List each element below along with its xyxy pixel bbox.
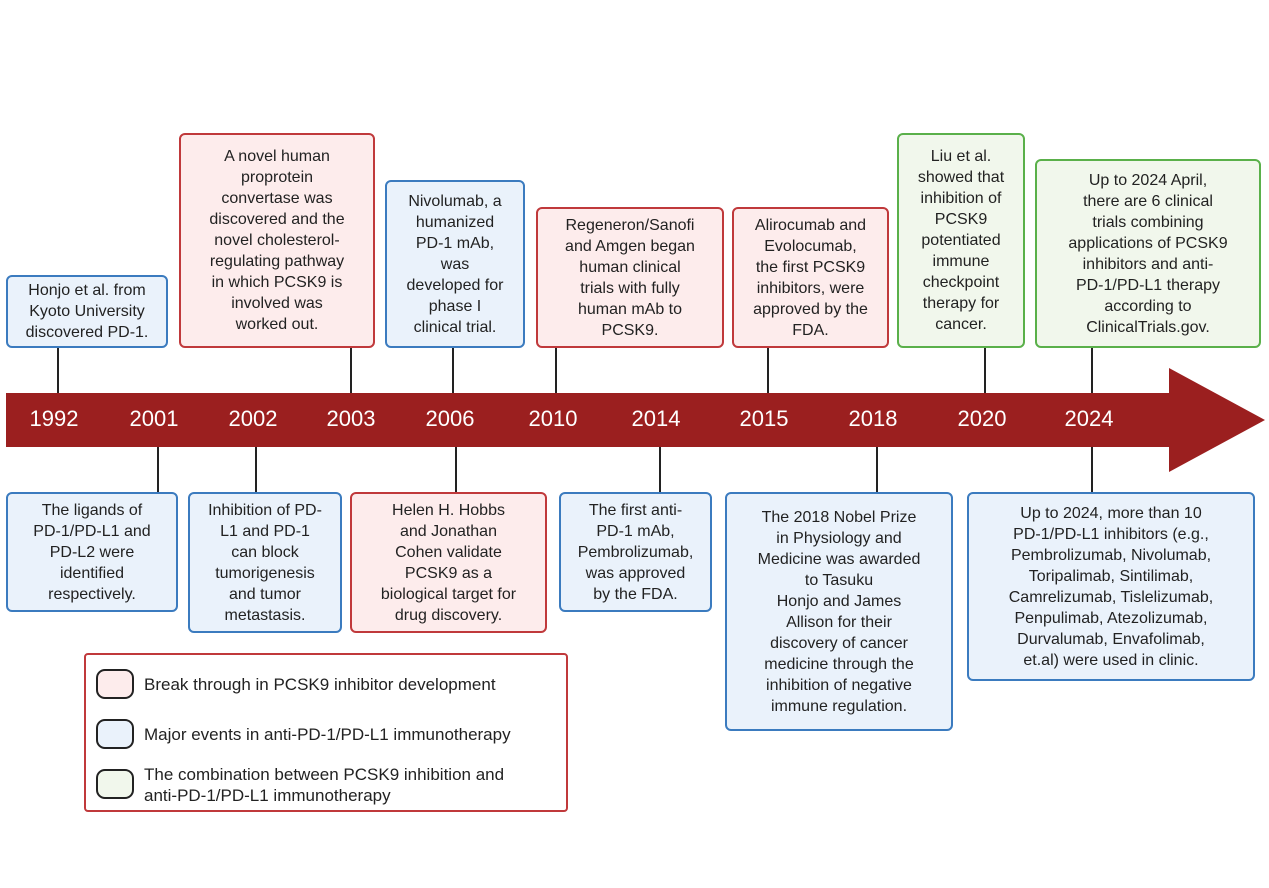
legend <box>84 653 568 812</box>
year-label-2001: 2001 <box>129 406 179 431</box>
connector-2006-top <box>452 348 454 393</box>
event-2014-pembrolizumab: The first anti- PD-1 mAb, Pembrolizumab, was approved by the FDA. <box>559 492 712 612</box>
event-2010-clinical-trials: Regeneron/Sanofi and Amgen began human clinical trials with fully human mAb to PCSK9. <box>536 207 724 348</box>
connector-2014-bottom <box>659 447 661 492</box>
year-label-2014: 2014 <box>631 406 681 431</box>
connector-2024-top <box>1091 348 1093 393</box>
year-label-2024: 2024 <box>1064 406 1114 431</box>
event-2002-inhibition: Inhibition of PD- L1 and PD-1 can block tumorigenesis and tumor metastasis. <box>188 492 342 633</box>
connector-2003-top <box>350 348 352 393</box>
event-2015-fda-approval: Alirocumab and Evolocumab, the first PCSK9 inhibitors, were approved by the FDA. <box>732 207 889 348</box>
connector-2020-top <box>984 348 986 393</box>
event-2001-ligands: The ligands of PD-1/PD-L1 and PD-L2 were identified respectively. <box>6 492 178 612</box>
legend-label-combination: The combination between PCSK9 inhibition and anti-PD-1/PD-L1 immunotherapy <box>144 765 505 805</box>
legend-swatch-anti-pd1 <box>96 719 134 749</box>
year-label-1992: 1992 <box>29 406 79 431</box>
connector-2018-bottom <box>876 447 878 492</box>
event-2024-pd1-inhibitors: Up to 2024, more than 10 PD-1/PD-L1 inhibitors (e.g., Pembrolizumab, Nivolumab, Toripalimab, Sintilimab, Camrelizumab, Tislelizumab, Penpulimab, Atezolizumab, Durvalumab, Envafolimab, et.al) were used in clinic. <box>967 492 1255 681</box>
connector-1992-top <box>57 348 59 393</box>
event-2018-nobel-prize: The 2018 Nobel Prize in Physiology and Medicine was awarded to Tasuku Honjo and James Allison for their discovery of cancer medicine through the inhibition of negative immune regulation. <box>725 492 953 731</box>
connector-2024-bottom <box>1091 447 1093 492</box>
connector-2015-top <box>767 348 769 393</box>
legend-label-anti-pd1: Major events in anti-PD-1/PD-L1 immunotherapy <box>144 725 511 744</box>
year-label-2006: 2006 <box>425 406 475 431</box>
event-2006-hobbs-cohen: Helen H. Hobbs and Jonathan Cohen validate PCSK9 as a biological target for drug discovery. <box>350 492 547 633</box>
legend-label-pcsk9: Break through in PCSK9 inhibitor development <box>144 675 496 694</box>
year-label-2018: 2018 <box>848 406 898 431</box>
connector-2001-bottom <box>157 447 159 492</box>
connector-2010-top <box>555 348 557 393</box>
legend-swatch-pcsk9 <box>96 669 134 699</box>
event-2020-liu-et-al: Liu et al. showed that inhibition of PCSK9 potentiated immune checkpoint therapy for cancer. <box>897 133 1025 348</box>
year-label-2020: 2020 <box>957 406 1007 431</box>
timeline-arrowhead <box>1169 368 1265 472</box>
year-label-2002: 2002 <box>228 406 278 431</box>
legend-swatch-combination <box>96 769 134 799</box>
year-label-2010: 2010 <box>528 406 578 431</box>
event-1992-pd1-discovery: Honjo et al. from Kyoto University discovered PD-1. <box>6 275 168 348</box>
event-2006-nivolumab: Nivolumab, a humanized PD-1 mAb, was developed for phase I clinical trial. <box>385 180 525 348</box>
connector-2002-bottom <box>255 447 257 492</box>
year-label-2003: 2003 <box>326 406 376 431</box>
connector-2006-bottom <box>455 447 457 492</box>
year-label-2015: 2015 <box>739 406 789 431</box>
event-2024-clinical-trials-combination: Up to 2024 April, there are 6 clinical trials combining applications of PCSK9 inhibitors and anti- PD-1/PD-L1 therapy according to ClinicalTrials.gov. <box>1035 159 1261 348</box>
event-2003-pcsk9-discovery: A novel human proprotein convertase was discovered and the novel cholesterol- regulating pathway in which PCSK9 is involved was worked out. <box>179 133 375 348</box>
